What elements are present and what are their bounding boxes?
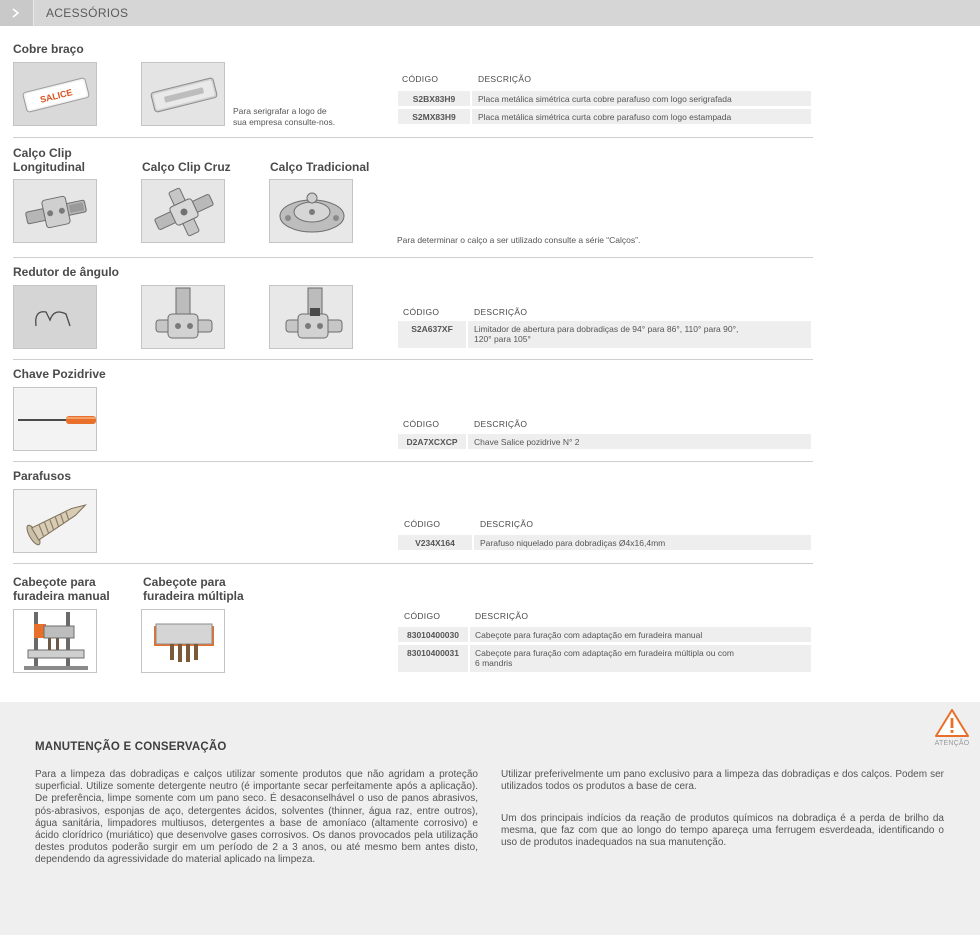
header-title: ACESSÓRIOS [46, 6, 129, 20]
salice-logo-text: SALICE [39, 87, 74, 105]
th-codigo: CÓDIGO [402, 74, 439, 84]
cobre-braco-title: Cobre braço [13, 42, 84, 56]
table-row [398, 434, 811, 449]
redutor-angulo-title: Redutor de ângulo [13, 265, 119, 279]
note-line: sua empresa consulte-nos. [233, 117, 336, 127]
cabecote-multipla-image [141, 609, 225, 673]
th-descricao: DESCRIÇÃO [474, 307, 528, 317]
divider [13, 359, 813, 360]
row-desc: Cabeçote para furação com adaptação em furadeira manual [475, 630, 703, 640]
chave-pozidrive-image [13, 387, 97, 451]
th-descricao: DESCRIÇÃO [474, 419, 528, 429]
cobre-braco-serigrafado-image [13, 62, 97, 126]
maintenance-title: MANUTENÇÃO E CONSERVAÇÃO [35, 741, 227, 753]
warning-badge [932, 708, 972, 748]
table-row [398, 321, 811, 348]
th-descricao: DESCRIÇÃO [480, 519, 534, 529]
table-row [398, 645, 811, 672]
parafusos-title: Parafusos [13, 469, 72, 483]
title-line: Cabeçote para [13, 575, 96, 589]
th-codigo: CÓDIGO [403, 419, 440, 429]
cabecote-manual-title [13, 575, 110, 603]
calco-clip-longitudinal-title [13, 146, 85, 174]
note-line: Para serigrafar a logo de [233, 106, 327, 116]
cobre-braco-note [233, 106, 335, 128]
row-desc [475, 648, 734, 668]
redutor-hinge-image-1 [141, 285, 225, 349]
parafuso-image [13, 489, 97, 553]
maintenance-footer [0, 702, 980, 935]
chave-pozidrive-title: Chave Pozidrive [13, 367, 106, 381]
title-line: furadeira múltipla [143, 589, 244, 603]
title-line: Longitudinal [13, 160, 85, 174]
row-desc [474, 324, 738, 344]
table-row [398, 535, 811, 550]
cobre-braco-estampado-image [141, 62, 225, 126]
cabecote-manual-image [13, 609, 97, 673]
warning-icon [934, 708, 970, 740]
row-desc: Placa metálica simétrica curta cobre parafuso com logo serigrafada [478, 94, 732, 104]
calco-clip-cruz-image [141, 179, 225, 243]
row-desc: Placa metálica simétrica curta cobre parafuso com logo estampada [478, 112, 732, 122]
table-row [398, 91, 811, 106]
table-row [398, 109, 811, 124]
th-descricao: DESCRIÇÃO [475, 611, 529, 621]
calco-clip-longitudinal-image [13, 179, 97, 243]
redutor-clip-image [13, 285, 97, 349]
row-code: S2MX83H9 [412, 112, 456, 122]
desc-line: Limitador de abertura para dobradiças de 94° para 86°, 110° para 90°, [474, 324, 739, 334]
maintenance-right-paragraph-2: Um dos principais indícios da reação de produtos químicos na dobradiça é a perda de brilho da mesma, que faz com que ao longo do tempo apareça uma ferrugem esverdeada, identificando o uso de produtos inadequados na sua manutenção. [501, 813, 944, 849]
row-desc: Parafuso niquelado para dobradiças Ø4x16,4mm [480, 538, 666, 548]
title-line: furadeira manual [13, 589, 110, 603]
row-desc: Chave Salice pozidrive N° 2 [474, 437, 580, 447]
chevron-right-icon [12, 8, 20, 18]
calco-note: Para determinar o calço a ser utilizado consulte a série “Calços”. [397, 235, 641, 245]
redutor-hinge-image-2 [269, 285, 353, 349]
row-code: D2A7XCXCP [406, 437, 458, 447]
row-code: 83010400030 [406, 630, 459, 640]
cabecote-multipla-title [143, 575, 244, 603]
row-code: S2BX83H9 [412, 94, 456, 104]
table-row [398, 627, 811, 642]
th-codigo: CÓDIGO [404, 611, 441, 621]
row-code: S2A637XF [411, 324, 453, 334]
title-line: Cabeçote para [143, 575, 226, 589]
calco-clip-cruz-title: Calço Clip Cruz [142, 160, 231, 174]
warning-label: ATENÇÃO [934, 740, 970, 747]
desc-line: Cabeçote para furação com adaptação em furadeira múltipla ou com [475, 648, 734, 658]
maintenance-right-paragraph-1: Utilizar preferivelmente um pano exclusivo para a limpeza das dobradiças e dos calços. Podem ser utilizados todos os produtos a base de cera. [501, 769, 944, 793]
desc-line: 6 mandris [475, 658, 513, 668]
calco-tradicional-title: Calço Tradicional [270, 160, 370, 174]
desc-line: 120° para 105° [474, 334, 531, 344]
expand-arrow[interactable] [0, 0, 34, 26]
divider [13, 563, 813, 564]
th-codigo: CÓDIGO [404, 519, 441, 529]
calco-tradicional-image [269, 179, 353, 243]
th-descricao: DESCRIÇÃO [478, 74, 532, 84]
section-header [0, 0, 980, 26]
row-code: V234X164 [415, 538, 455, 548]
divider [13, 137, 813, 138]
divider [13, 461, 813, 462]
th-codigo: CÓDIGO [403, 307, 440, 317]
maintenance-left-paragraph: Para a limpeza das dobradiças e calços utilizar somente produtos que não agridam a proteção superficial. Utilize somente detergente neutro (é importante secar perfeitamente após a aplicação). De preferência, limpe somente com um pano seco. É desaconselhável o uso de panos abrasivos, pós-abrasivos, esponjas de aço, detergentes ácidos, solventes (thinner, água raz, entre outros), água sanitária, limpadores multiusos, detergentes a base de amoníaco (altamente corrosivo) e ácido clorídrico (muriático) que desenvolve gases corrosivos. Os danos provocados pela utilização destes produtos poderão surgir em um período de 2 a 3 anos, ou até mesmo bem antes disto, dependendo da agressividade do material aplicado na limpeza. [35, 769, 478, 866]
row-code: 83010400031 [406, 648, 459, 658]
divider [13, 257, 813, 258]
title-line: Calço Clip [13, 146, 72, 160]
